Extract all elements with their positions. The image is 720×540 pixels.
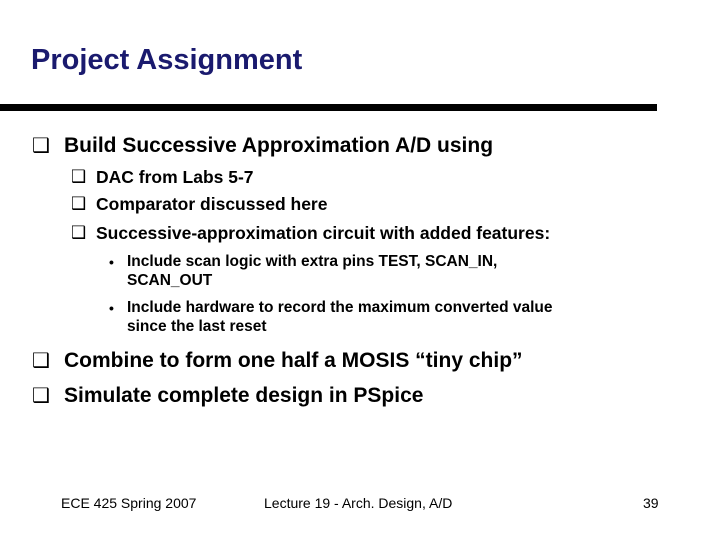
dot-bullet-icon: • (109, 254, 114, 270)
square-bullet-icon: ❑ (32, 350, 50, 372)
subsub-bullet-line: SCAN_OUT (127, 272, 213, 289)
sub-bullet-dac (71, 166, 254, 188)
square-bullet-icon: ❑ (32, 385, 50, 407)
bullet-combine (32, 348, 523, 374)
sub-bullet-text: DAC from Labs 5-7 (96, 167, 254, 187)
dot-bullet-icon: • (109, 300, 114, 316)
square-bullet-icon: ❑ (71, 167, 87, 186)
subsub-bullet-scan-logic (109, 252, 597, 290)
subsub-bullet-max-value (109, 298, 647, 336)
sub-bullet-text: Successive-approximation circuit with added features: (96, 223, 551, 243)
square-bullet-icon: ❑ (71, 223, 87, 242)
slide-title: Project Assignment (31, 44, 303, 76)
bullet-text: Simulate complete design in PSpice (64, 384, 424, 407)
square-bullet-icon: ❑ (71, 194, 87, 213)
subsub-bullet-line: Include hardware to record the maximum converted value (127, 299, 553, 316)
footer-course: ECE 425 Spring 2007 (61, 495, 197, 511)
square-bullet-icon: ❑ (32, 135, 50, 157)
bullet-simulate (32, 383, 424, 409)
subsub-bullet-line: since the last reset (127, 318, 267, 335)
bullet-build-ad (32, 133, 494, 159)
sub-bullet-comparator (71, 193, 328, 215)
bullet-text: Combine to form one half a MOSIS “tiny chip” (64, 349, 523, 372)
footer-page-number: 39 (643, 495, 659, 511)
footer-lecture: Lecture 19 - Arch. Design, A/D (264, 495, 453, 511)
bullet-text: Build Successive Approximation A/D using (64, 134, 494, 157)
sub-bullet-sa-circuit (71, 222, 551, 244)
subsub-bullet-line: Include scan logic with extra pins TEST, SCAN_IN, (127, 253, 498, 270)
sub-bullet-text: Comparator discussed here (96, 194, 328, 214)
title-divider (0, 104, 657, 111)
